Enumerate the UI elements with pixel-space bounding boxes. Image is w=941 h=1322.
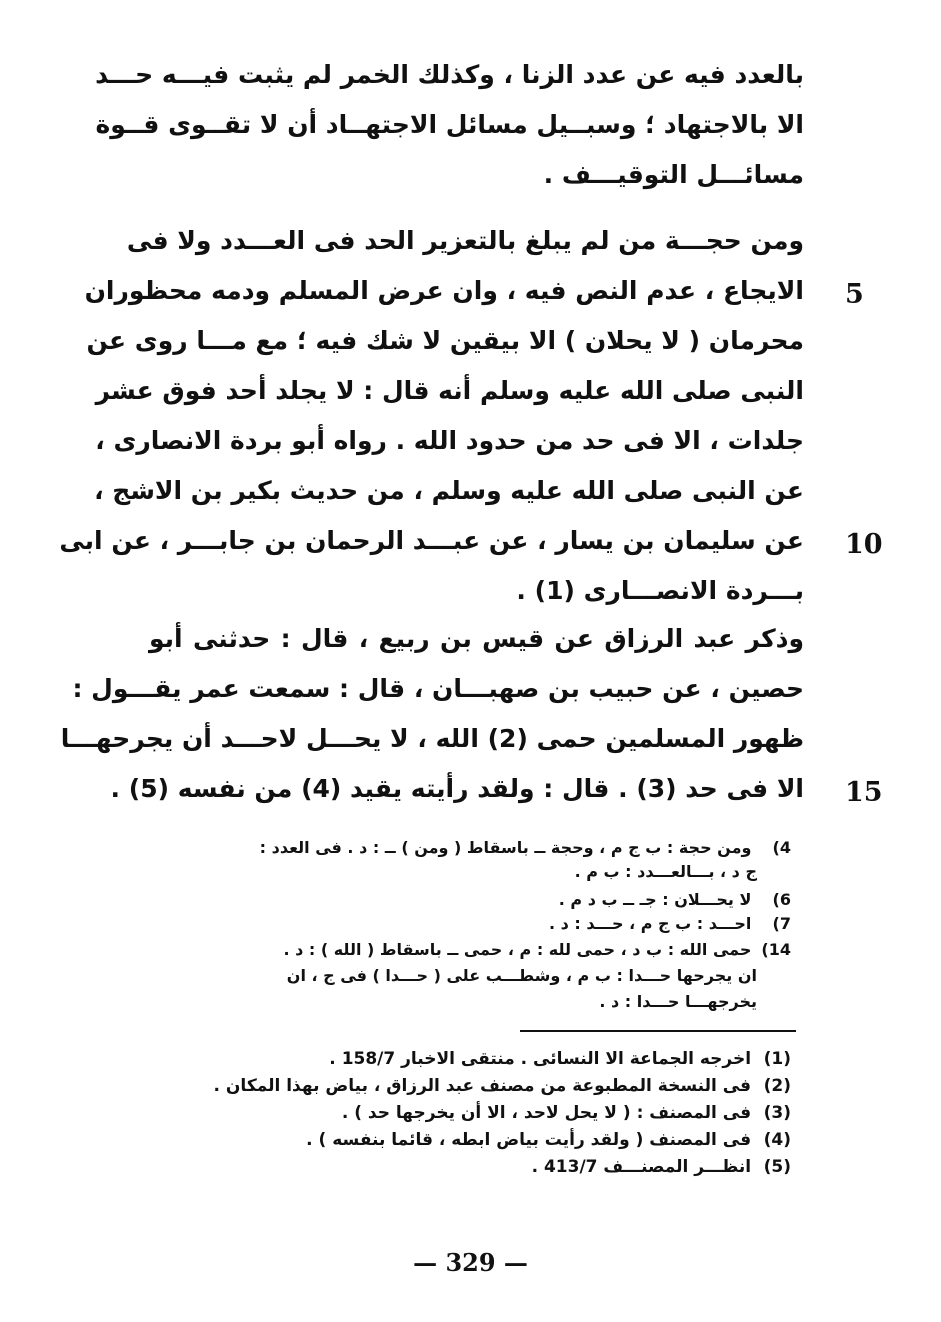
footnote [214,1073,791,1100]
text-line: الا بالاجتهاد ؛ وسبــيل مسائل الاجتهــاد أن لا تقــوى قــوة [95,110,804,139]
footnote-text: اخرجه الجماعة الا النسائى . منتقى الاخبار 158/7 . [329,1049,752,1069]
text-line: بـــردة الانصـــارى (1) . [516,576,804,605]
line-number: 5 [845,279,864,310]
footnote-number: (3) [763,1103,791,1123]
page-number: — 329 — [413,1248,528,1277]
variant-number: 14) [761,940,791,959]
text-line: بالعدد فيه عن عدد الزنا ، وكذلك الخمر لم يثبت فيـــه حـــد [95,60,804,89]
variant-line [287,964,757,988]
line-number: 10 [845,529,883,560]
variant-line [559,888,791,912]
footnote [329,1046,791,1073]
text-line: عن سليمان بن يسار ، عن عبـــد الرحمان بن جابـــر ، عن ابى [59,526,804,555]
text-line: ومن حجـــة من لم يبلغ بالتعزير الحد فى العـــدد ولا فى [126,226,804,255]
variant-text: ومن حجة : ب ج م ، وحجة ــ باسقاط ( ومن ) ــ : د . فى العدد : [259,838,752,857]
variant-line [260,836,791,860]
footnote-number: (4) [763,1130,791,1150]
footnote-number: (5) [763,1157,791,1177]
variant-number: 7) [772,914,791,933]
variant-text: لا يحـــلان : جـ ــ ب د م . [558,890,752,909]
text-line: حصين ، عن حبيب بن صهبـــان ، قال : سمعت عمر يقـــول : [72,674,804,703]
variant-text: ج د ، بـــالعـــدد : ب م . [574,862,757,881]
variant-line [283,938,791,962]
text-line: عن النبى صلى الله عليه وسلم ، من حديث بكير بن الاشج ، [94,476,804,505]
variant-number: 4) [772,838,791,857]
text-line: محرمان ( لا يحلان ) الا بيقين لا شك فيه ؛ مع مـــا روى عن [86,326,804,355]
footnote-number: (2) [763,1076,791,1096]
text-line: مسائـــل التوقيـــف . [543,160,804,189]
variant-text: احـــد : ب ج م ، حـــد : د . [548,914,752,933]
text-line: ظهور المسلمين حمى (2) الله ، لا يحـــل لاحـــد أن يجرحهـــا [60,724,804,753]
variant-text: حمى الله : ب د ، حمى لله : م ، حمى ــ باسقاط ( الله ) : د . [283,940,752,959]
variant-line [599,990,757,1014]
text-line: النبى صلى الله عليه وسلم أنه قال : لا يجلد أحد فوق عشر [95,376,804,405]
footnote-text: فى النسخة المطبوعة من مصنف عبد الرزاق ، بياض بهذا المكان . [213,1076,752,1096]
footnote [342,1100,791,1127]
footnote-separator [520,1030,796,1032]
footnote-text: انظـــر المصنـــف 413/7 . [531,1157,752,1177]
footnote-text: فى المصنف : ( لا يحل لاحد ، الا أن يخرجها حد ) . [341,1103,752,1123]
text-line: جلدات ، الا فى حد من حدود الله . رواه أبو بردة الانصارى ، [95,426,804,455]
variant-number: 6) [772,890,791,909]
line-number: 15 [845,777,883,808]
variant-text: ان يجرحها حـــدا : ب م ، وشطـــب على ( حـــدا ) فى ج ، ان [286,966,757,985]
variant-line [549,912,791,936]
footnote [306,1127,791,1154]
variant-text: يخرجهـــا حـــدا : د . [599,992,757,1011]
text-line: الا فى حد (3) . قال : ولقد رأيته يقيد (4) من نفسه (5) . [110,774,804,803]
text-line: وذكر عبد الرزاق عن قيس بن ربيع ، قال : حدثنى أبو [149,624,804,653]
footnote-number: (1) [763,1049,791,1069]
footnote-text: فى المصنف ( ولقد رأيت بياض ابطه ، قائما بنفسه ) . [306,1130,752,1150]
footnote [532,1154,791,1181]
variant-line [575,860,757,884]
text-line: الايجاع ، عدم النص فيه ، وان عرض المسلم ودمه محظوران [84,276,804,305]
